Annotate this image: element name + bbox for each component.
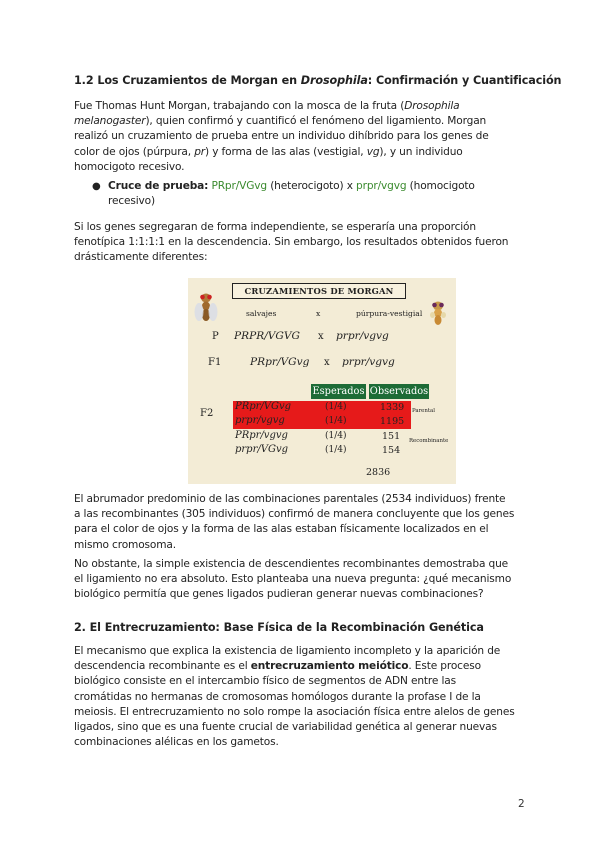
text: descendencia recombinante es el <box>74 660 251 673</box>
wild-fly-icon <box>194 290 218 324</box>
text: fenotípica 1:1:1:1 en la descendencia. Sin embargo, los resultados obtenidos fueron <box>74 236 509 249</box>
f2-row-expected: (1/4) <box>325 416 347 426</box>
text: biológico consiste en el intercambio físico de segmentos de ADN entre las <box>74 675 456 688</box>
f2-row-expected: (1/4) <box>325 402 347 412</box>
paragraph-conclusion <box>74 492 534 553</box>
bullet-label: Cruce de prueba: <box>108 180 209 192</box>
f2-row-observed: 154 <box>382 445 401 456</box>
text: para el color de ojos y la forma de las alas estaban físicamente localizados en el <box>74 523 489 536</box>
text: el ligamiento no era absoluto. Esto planteaba una nueva pregunta: ¿qué mecanismo <box>74 573 512 586</box>
paragraph-crossing-over <box>74 644 534 750</box>
f2-row-genotype: prpr/VGvg <box>235 444 288 455</box>
p-genotype-mutant: prpr/vgvg <box>336 330 389 342</box>
paragraph-expectation <box>74 220 534 266</box>
p-genotype-wild: PRPR/VGVG <box>234 330 301 342</box>
text: No obstante, la simple existencia de descendientes recombinantes demostraba que <box>74 558 509 570</box>
label-purple-vestigial: púrpura-vestigial <box>356 309 423 318</box>
heading-text: 1.2 Los Cruzamientos de Morgan en <box>74 74 301 87</box>
f2-row-observed: 1339 <box>380 402 405 413</box>
text: drásticamente diferentes: <box>74 251 208 264</box>
text: ) y forma de las alas (vestigial, <box>205 145 367 158</box>
text: color de ojos (púrpura, <box>74 145 195 158</box>
gene-pr: pr <box>194 145 205 158</box>
text: (homocigoto <box>409 180 475 192</box>
f1-cross-x: x <box>324 357 330 368</box>
text: ), quien confirmó y cuantificó el fenómeno del ligamiento. Morgan <box>145 115 487 128</box>
genotype-homozygous: prpr/vgvg <box>356 180 407 192</box>
p-generation-label: P <box>212 331 219 342</box>
text: meiosis. El entrecruzamiento no solo rompe la asociación física entre alelos de genes <box>74 705 515 718</box>
f2-row-observed: 1195 <box>380 416 405 427</box>
f2-row-expected: (1/4) <box>325 431 347 441</box>
text: recesivo) <box>108 195 155 208</box>
f2-row-expected: (1/4) <box>325 445 347 455</box>
f2-row-genotype: PRpr/vgvg <box>235 430 288 441</box>
bold-term: entrecruzamiento meiótico <box>250 660 409 673</box>
f1-genotype-mutant: prpr/vgvg <box>342 356 395 368</box>
section-heading-morgan <box>74 74 561 87</box>
text: homocigoto recesivo. <box>74 160 185 173</box>
text: (heterocigoto) x <box>270 180 353 192</box>
heading-text-end: : Confirmación y Cuantificación <box>367 74 562 87</box>
text: mismo cromosoma. <box>74 538 176 551</box>
f2-row-genotype: PRpr/VGvg <box>235 401 292 412</box>
text: ligados, sino que es una fuente crucial de variabilidad genética al generar nuevas <box>74 721 497 734</box>
text: Si los genes segregaran de forma independiente, se esperaría una proporción <box>74 221 476 233</box>
gene-vg: vg <box>366 145 380 158</box>
label-wild: salvajes <box>246 309 277 318</box>
bullet-test-cross <box>108 179 528 209</box>
text: ), y un individuo <box>379 145 463 158</box>
text: El mecanismo que explica la existencia de ligamiento incompleto y la aparición de <box>74 645 501 657</box>
total-count: 2836 <box>366 467 391 478</box>
heading-italic: Drosophila <box>300 74 368 87</box>
label-x: x <box>316 309 321 318</box>
bullet-dot: ● <box>92 181 101 192</box>
f2-generation-label: F2 <box>200 408 214 419</box>
section-heading-crossing-over: 2. El Entrecruzamiento: Base Física de la Recombinación Genética <box>74 621 484 634</box>
text: combinaciones alélicas en los gametos. <box>74 736 279 749</box>
text: a las recombinantes (305 individuos) confirmó de manera concluyente que los genes <box>74 508 515 521</box>
morgan-cross-figure <box>188 278 456 484</box>
paragraph-question <box>74 557 534 603</box>
f2-row-observed: 151 <box>382 431 401 442</box>
text: . Este proceso <box>408 660 481 673</box>
parental-label: Parental <box>412 408 435 414</box>
paragraph-intro <box>74 99 534 175</box>
column-header-expected: Esperados <box>312 386 365 397</box>
f1-generation-label: F1 <box>208 357 222 368</box>
mutant-fly-icon <box>426 300 450 326</box>
species-italic-2: melanogaster <box>74 115 146 128</box>
recombinant-label: Recombinante <box>409 438 449 444</box>
f2-row-genotype: prpr/vgvg <box>235 415 285 426</box>
species-italic: Drosophila <box>404 100 460 112</box>
text: realizó un cruzamiento de prueba entre un individuo dihíbrido para los genes de <box>74 130 489 143</box>
f1-genotype-het: PRpr/VGvg <box>250 356 310 368</box>
text: Fue Thomas Hunt Morgan, trabajando con la mosca de la fruta ( <box>74 100 405 112</box>
genotype-heterozygous: PRpr/VGvg <box>211 180 267 192</box>
text: El abrumador predominio de las combinaciones parentales (2534 individuos) frente <box>74 493 506 505</box>
figure-title: CRUZAMIENTOS DE MORGAN <box>232 283 406 299</box>
text: cromátidas no hermanas de cromosomas homólogos durante la profase I de la <box>74 690 481 703</box>
column-header-observed: Observados <box>369 386 429 397</box>
text: biológico permitía que genes ligados pudieran generar nuevas combinaciones? <box>74 588 484 601</box>
page-number: 2 <box>518 798 525 810</box>
p-cross-x: x <box>318 331 324 342</box>
